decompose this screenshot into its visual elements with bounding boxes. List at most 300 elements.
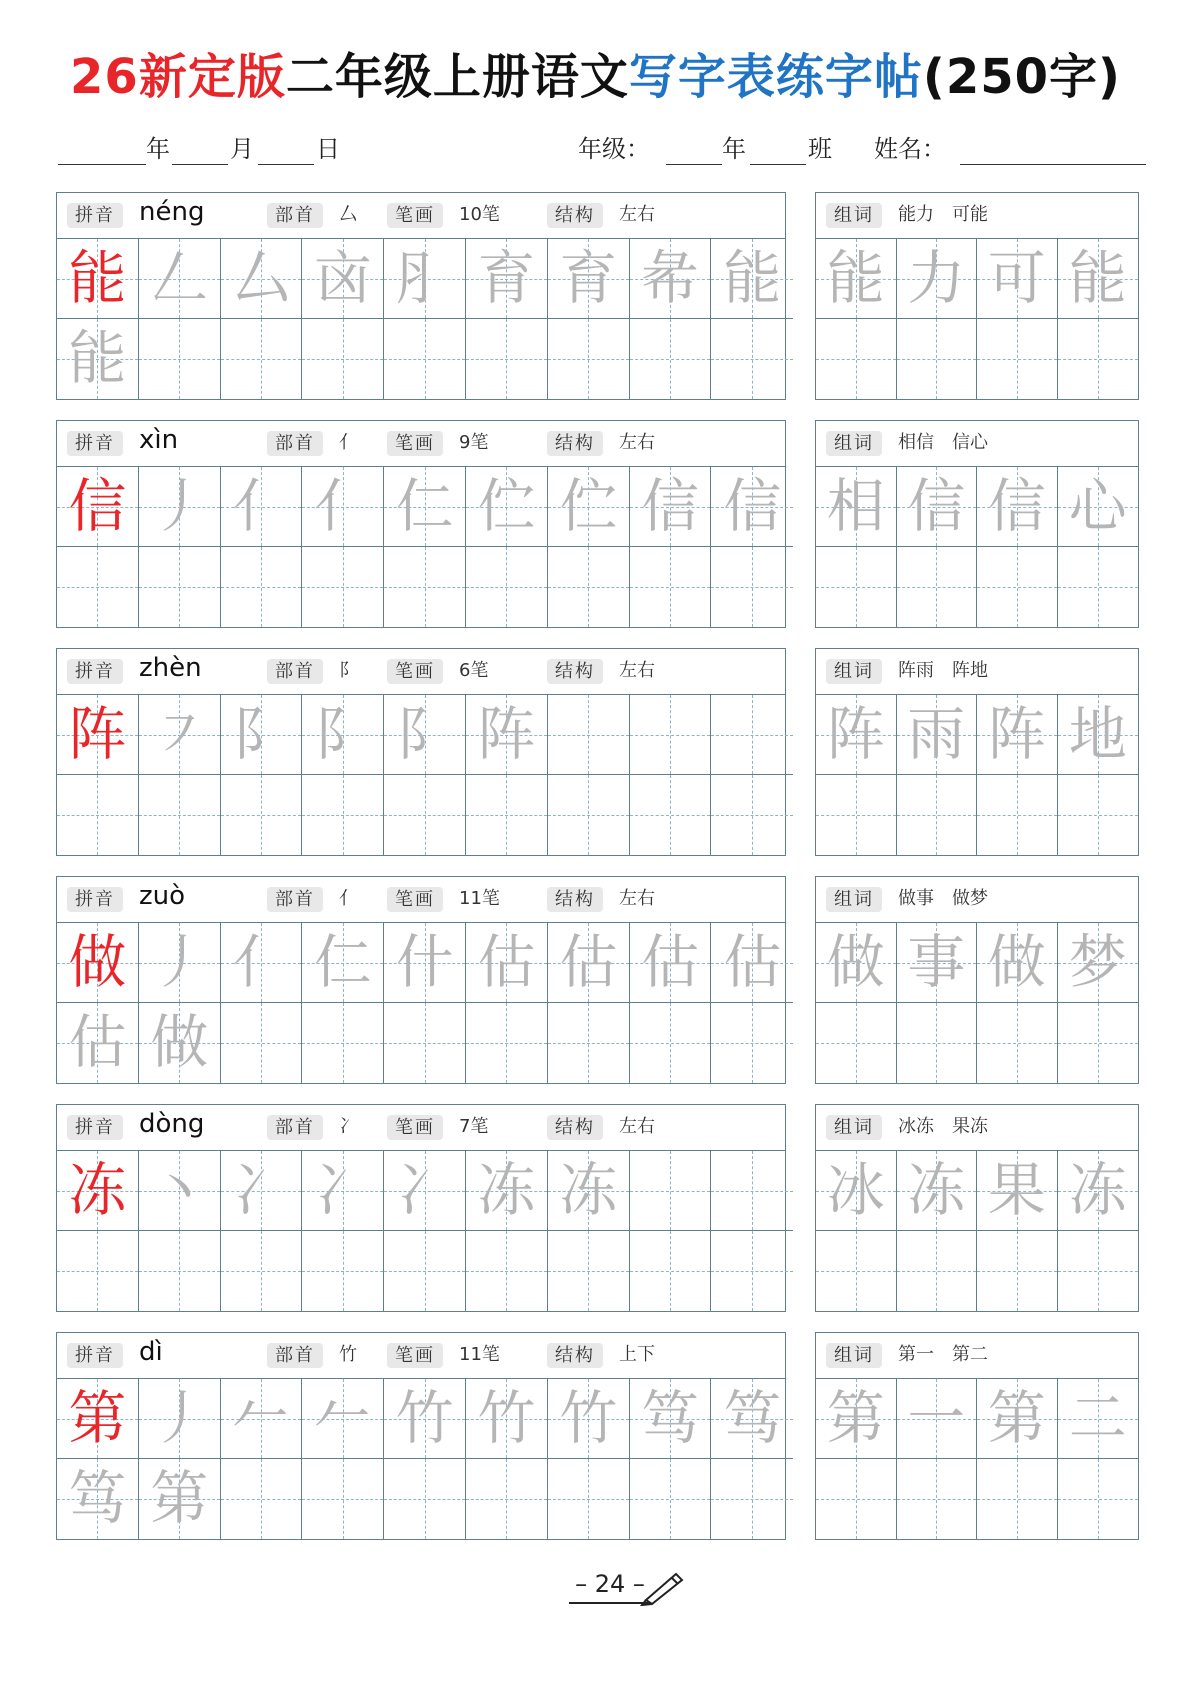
- practice-cell[interactable]: [384, 1379, 466, 1459]
- practice-cell[interactable]: [384, 775, 466, 855]
- pinyin-value: dì: [139, 1337, 163, 1367]
- practice-cell[interactable]: [466, 1151, 548, 1231]
- practice-cell[interactable]: [302, 319, 384, 399]
- practice-cell[interactable]: [57, 1003, 139, 1083]
- word-trace-char: 做: [987, 928, 1046, 996]
- practice-cell[interactable]: [384, 1459, 466, 1539]
- model-char: 信: [68, 472, 127, 540]
- grid-guide-v: [261, 1459, 262, 1539]
- stroke-step-char: 估: [559, 928, 618, 996]
- word-cell[interactable]: [977, 467, 1058, 547]
- structure-label: 结构: [547, 203, 603, 228]
- word-cell[interactable]: [816, 695, 897, 775]
- practice-cell[interactable]: [302, 467, 384, 547]
- pinyin-label: 拼音: [67, 431, 123, 456]
- stroke-step-char: 亻: [231, 928, 290, 996]
- strokes-label: 笔画: [387, 431, 443, 456]
- strokes-label: 笔画: [387, 1343, 443, 1368]
- word-cell[interactable]: [897, 775, 978, 855]
- words-header: [816, 877, 1138, 923]
- practice-grid: [57, 239, 785, 399]
- radical-label: 部首: [267, 1115, 323, 1140]
- word-cell[interactable]: [977, 1151, 1058, 1231]
- stroke-step-char: 厶: [231, 244, 290, 312]
- model-char: 能: [68, 244, 127, 312]
- practice-cell[interactable]: [711, 1151, 793, 1231]
- radical-label: 部首: [267, 659, 323, 684]
- practice-cell[interactable]: [302, 1231, 384, 1311]
- word-trace-char: 第: [826, 1384, 885, 1452]
- practice-cell[interactable]: [57, 467, 139, 547]
- practice-cell[interactable]: [630, 923, 712, 1003]
- word-cell[interactable]: [1058, 239, 1139, 319]
- practice-cell[interactable]: [139, 1151, 221, 1231]
- info-row: [0, 134, 1191, 168]
- stroke-step-char: ㇇: [150, 700, 209, 768]
- practice-cell[interactable]: [57, 1151, 139, 1231]
- structure-value: 左右: [619, 1116, 655, 1137]
- word-cell[interactable]: [977, 695, 1058, 775]
- practice-cell[interactable]: [711, 695, 793, 775]
- grid-guide-v: [752, 695, 753, 774]
- grade-year-blank[interactable]: [666, 164, 722, 165]
- practice-cell[interactable]: [302, 775, 384, 855]
- title-subject: 写字表练字帖: [628, 49, 923, 105]
- char-practice-block: [56, 1104, 786, 1312]
- practice-cell[interactable]: [384, 1231, 466, 1311]
- practice-cell[interactable]: [548, 695, 630, 775]
- radical-value: 竹: [339, 1344, 357, 1365]
- word-cell[interactable]: [1058, 1231, 1139, 1311]
- grid-guide-v: [425, 319, 426, 399]
- pinyin-value: zhèn: [139, 653, 202, 683]
- strokes-value: 7笔: [459, 1116, 489, 1137]
- year-label: 年: [146, 135, 170, 163]
- grade-class-label: 班: [808, 135, 832, 163]
- stroke-step-char: 笃: [68, 1464, 127, 1532]
- grid-guide-v: [936, 1459, 937, 1539]
- practice-cell[interactable]: [221, 923, 303, 1003]
- practice-cell[interactable]: [57, 239, 139, 319]
- grid-guide-v: [588, 1003, 589, 1083]
- grid-guide-v: [179, 775, 180, 855]
- practice-cell[interactable]: [221, 1379, 303, 1459]
- practice-cell[interactable]: [630, 547, 712, 627]
- structure-label: 结构: [547, 431, 603, 456]
- grid-guide-v: [1098, 319, 1099, 399]
- practice-cell[interactable]: [548, 239, 630, 319]
- practice-cell[interactable]: [221, 695, 303, 775]
- practice-header: [57, 1105, 785, 1151]
- practice-header: [57, 649, 785, 695]
- practice-cell[interactable]: [548, 547, 630, 627]
- practice-cell[interactable]: [384, 319, 466, 399]
- practice-cell[interactable]: [711, 923, 793, 1003]
- practice-cell[interactable]: [548, 1379, 630, 1459]
- practice-cell[interactable]: [57, 695, 139, 775]
- model-char: 阵: [68, 700, 127, 768]
- practice-cell[interactable]: [630, 1379, 712, 1459]
- practice-cell[interactable]: [139, 1459, 221, 1539]
- practice-cell[interactable]: [139, 1379, 221, 1459]
- word-trace-char: 果: [987, 1156, 1046, 1224]
- words-value: 冰冻 果冻: [898, 1116, 988, 1137]
- radical-label: 部首: [267, 887, 323, 912]
- grid-guide-v: [670, 1151, 671, 1230]
- practice-cell[interactable]: [221, 467, 303, 547]
- word-trace-char: 相: [826, 472, 885, 540]
- practice-cell[interactable]: [711, 1379, 793, 1459]
- grid-guide-v: [97, 547, 98, 627]
- practice-cell[interactable]: [630, 775, 712, 855]
- grid-guide-v: [1017, 775, 1018, 855]
- word-trace-char: 阵: [987, 700, 1046, 768]
- grid-guide-v: [856, 319, 857, 399]
- words-label: 组词: [826, 1343, 882, 1368]
- practice-cell[interactable]: [548, 1459, 630, 1539]
- practice-cell[interactable]: [221, 547, 303, 627]
- word-trace-char: 冻: [1068, 1156, 1127, 1224]
- word-cell[interactable]: [897, 1003, 978, 1083]
- practice-cell[interactable]: [548, 1151, 630, 1231]
- pen-icon: [640, 1570, 686, 1606]
- practice-cell[interactable]: [57, 1379, 139, 1459]
- word-cell[interactable]: [1058, 1151, 1139, 1231]
- practice-cell[interactable]: [139, 695, 221, 775]
- word-cell[interactable]: [816, 547, 897, 627]
- practice-cell[interactable]: [139, 319, 221, 399]
- practice-cell[interactable]: [139, 1231, 221, 1311]
- grid-guide-v: [588, 319, 589, 399]
- grid-guide-v: [936, 1231, 937, 1311]
- stroke-step-char: 阝: [231, 700, 290, 768]
- grid-guide-v: [752, 1003, 753, 1083]
- word-cell[interactable]: [897, 547, 978, 627]
- practice-cell[interactable]: [466, 239, 548, 319]
- word-practice-block: [815, 192, 1139, 400]
- practice-cell[interactable]: [548, 319, 630, 399]
- word-cell[interactable]: [1058, 775, 1139, 855]
- word-cell[interactable]: [897, 1459, 978, 1539]
- practice-cell[interactable]: [302, 1003, 384, 1083]
- word-cell[interactable]: [1058, 547, 1139, 627]
- practice-cell[interactable]: [466, 467, 548, 547]
- word-cell[interactable]: [816, 467, 897, 547]
- word-cell[interactable]: [816, 1151, 897, 1231]
- practice-cell[interactable]: [630, 1459, 712, 1539]
- practice-cell[interactable]: [221, 1459, 303, 1539]
- word-cell[interactable]: [816, 1459, 897, 1539]
- word-trace-char: 一: [907, 1384, 966, 1452]
- word-cell[interactable]: [897, 1151, 978, 1231]
- grid-guide-v: [425, 1459, 426, 1539]
- practice-cell[interactable]: [466, 319, 548, 399]
- radical-value: 厶: [339, 204, 357, 225]
- word-cell[interactable]: [816, 923, 897, 1003]
- practice-cell[interactable]: [57, 319, 139, 399]
- word-cell[interactable]: [897, 239, 978, 319]
- words-header: [816, 193, 1138, 239]
- stroke-step-char: 信: [723, 472, 782, 540]
- stroke-step-char: 㣇: [640, 244, 699, 312]
- practice-cell[interactable]: [548, 775, 630, 855]
- radical-label: 部首: [267, 431, 323, 456]
- word-practice-block: [815, 648, 1139, 856]
- grid-guide-v: [936, 1003, 937, 1083]
- strokes-value: 9笔: [459, 432, 489, 453]
- pinyin-value: xìn: [139, 425, 179, 455]
- radical-label: 部首: [267, 203, 323, 228]
- practice-cell[interactable]: [711, 1459, 793, 1539]
- practice-cell[interactable]: [57, 1459, 139, 1539]
- stroke-step-char: 仁: [313, 928, 372, 996]
- practice-cell[interactable]: [466, 1379, 548, 1459]
- practice-cell[interactable]: [302, 1151, 384, 1231]
- grid-guide-v: [588, 1231, 589, 1311]
- strokes-label: 笔画: [387, 659, 443, 684]
- grid-guide-v: [588, 695, 589, 774]
- grid-guide-v: [670, 1231, 671, 1311]
- stroke-step-char: 冻: [559, 1156, 618, 1224]
- grid-guide-v: [97, 1231, 98, 1311]
- title-count: (250字): [922, 49, 1121, 105]
- pinyin-label: 拼音: [67, 1115, 123, 1140]
- practice-cell[interactable]: [384, 1151, 466, 1231]
- practice-cell[interactable]: [139, 239, 221, 319]
- practice-cell[interactable]: [139, 775, 221, 855]
- grid-guide-v: [97, 775, 98, 855]
- word-cell[interactable]: [977, 319, 1058, 399]
- practice-cell[interactable]: [302, 1459, 384, 1539]
- practice-cell[interactable]: [466, 1003, 548, 1083]
- grid-guide-v: [343, 1459, 344, 1539]
- word-cell[interactable]: [977, 1379, 1058, 1459]
- practice-cell[interactable]: [384, 239, 466, 319]
- word-cell[interactable]: [816, 1379, 897, 1459]
- practice-grid: [57, 695, 785, 855]
- word-cell[interactable]: [1058, 467, 1139, 547]
- practice-cell[interactable]: [466, 547, 548, 627]
- stroke-step-char: 竹: [559, 1384, 618, 1452]
- grid-guide-v: [506, 319, 507, 399]
- practice-cell[interactable]: [711, 1003, 793, 1083]
- word-trace-char: 阵: [826, 700, 885, 768]
- practice-cell[interactable]: [384, 695, 466, 775]
- practice-cell[interactable]: [221, 1231, 303, 1311]
- grid-guide-v: [936, 547, 937, 627]
- strokes-label: 笔画: [387, 887, 443, 912]
- word-cell[interactable]: [977, 239, 1058, 319]
- grid-guide-v: [588, 547, 589, 627]
- words-grid: [816, 923, 1138, 1083]
- practice-cell[interactable]: [221, 1151, 303, 1231]
- practice-cell[interactable]: [711, 547, 793, 627]
- practice-cell[interactable]: [302, 239, 384, 319]
- words-value: 相信 信心: [898, 432, 988, 453]
- word-cell[interactable]: [897, 923, 978, 1003]
- word-cell[interactable]: [1058, 923, 1139, 1003]
- practice-cell[interactable]: [466, 775, 548, 855]
- structure-value: 左右: [619, 432, 655, 453]
- practice-cell[interactable]: [630, 319, 712, 399]
- radical-value: 阝: [339, 660, 357, 681]
- pinyin-label: 拼音: [67, 887, 123, 912]
- word-cell[interactable]: [1058, 1003, 1139, 1083]
- practice-cell[interactable]: [221, 1003, 303, 1083]
- title-edition: 26新定版: [70, 49, 286, 105]
- stroke-step-char: 冫: [313, 1156, 372, 1224]
- word-cell[interactable]: [816, 319, 897, 399]
- practice-cell[interactable]: [711, 467, 793, 547]
- grid-guide-v: [179, 547, 180, 627]
- radical-label: 部首: [267, 1343, 323, 1368]
- year-blank[interactable]: [58, 164, 146, 165]
- practice-cell[interactable]: [630, 695, 712, 775]
- practice-cell[interactable]: [57, 923, 139, 1003]
- practice-cell[interactable]: [384, 547, 466, 627]
- grid-guide-v: [752, 547, 753, 627]
- practice-cell[interactable]: [57, 1231, 139, 1311]
- practice-cell[interactable]: [466, 923, 548, 1003]
- stroke-step-char: 𠂉: [313, 1384, 372, 1452]
- practice-cell[interactable]: [221, 239, 303, 319]
- practice-cell[interactable]: [711, 1231, 793, 1311]
- stroke-step-char: 能: [68, 324, 127, 392]
- practice-cell[interactable]: [630, 1003, 712, 1083]
- grid-guide-v: [670, 319, 671, 399]
- grade-class-blank[interactable]: [750, 164, 806, 165]
- practice-cell[interactable]: [630, 467, 712, 547]
- word-cell[interactable]: [897, 695, 978, 775]
- word-trace-char: 能: [826, 244, 885, 312]
- practice-cell[interactable]: [711, 239, 793, 319]
- month-label: 月: [230, 135, 254, 163]
- practice-cell[interactable]: [221, 319, 303, 399]
- practice-cell[interactable]: [548, 1003, 630, 1083]
- practice-cell[interactable]: [384, 1003, 466, 1083]
- practice-cell[interactable]: [548, 923, 630, 1003]
- practice-cell[interactable]: [630, 1151, 712, 1231]
- grid-guide-v: [261, 1003, 262, 1083]
- pinyin-value: zuò: [139, 881, 186, 911]
- practice-cell[interactable]: [221, 775, 303, 855]
- word-cell[interactable]: [816, 1003, 897, 1083]
- word-cell[interactable]: [897, 1379, 978, 1459]
- practice-cell[interactable]: [57, 547, 139, 627]
- word-cell[interactable]: [977, 547, 1058, 627]
- practice-cell[interactable]: [466, 1231, 548, 1311]
- word-cell[interactable]: [1058, 319, 1139, 399]
- word-cell[interactable]: [977, 1003, 1058, 1083]
- grid-guide-v: [261, 319, 262, 399]
- word-cell[interactable]: [977, 1231, 1058, 1311]
- words-header: [816, 649, 1138, 695]
- strokes-label: 笔画: [387, 1115, 443, 1140]
- grid-guide-v: [670, 1459, 671, 1539]
- practice-cell[interactable]: [711, 319, 793, 399]
- practice-cell[interactable]: [630, 239, 712, 319]
- practice-header: [57, 193, 785, 239]
- word-cell[interactable]: [897, 467, 978, 547]
- radical-value: 冫: [339, 1116, 357, 1137]
- grid-guide-v: [588, 1459, 589, 1539]
- practice-cell[interactable]: [302, 695, 384, 775]
- structure-label: 结构: [547, 1115, 603, 1140]
- practice-cell[interactable]: [302, 1379, 384, 1459]
- practice-cell[interactable]: [57, 775, 139, 855]
- practice-cell[interactable]: [139, 1003, 221, 1083]
- grid-guide-v: [752, 319, 753, 399]
- grid-guide-v: [506, 1231, 507, 1311]
- word-trace-char: 信: [907, 472, 966, 540]
- word-cell[interactable]: [1058, 695, 1139, 775]
- stroke-step-char: 估: [723, 928, 782, 996]
- word-cell[interactable]: [816, 239, 897, 319]
- practice-cell[interactable]: [384, 923, 466, 1003]
- grid-guide-v: [1098, 547, 1099, 627]
- grid-guide-v: [179, 1231, 180, 1311]
- practice-cell[interactable]: [302, 547, 384, 627]
- word-trace-char: 地: [1068, 700, 1127, 768]
- words-value: 第一 第二: [898, 1344, 988, 1365]
- words-label: 组词: [826, 203, 882, 228]
- words-header: [816, 1333, 1138, 1379]
- word-cell[interactable]: [1058, 1459, 1139, 1539]
- word-cell[interactable]: [977, 775, 1058, 855]
- month-blank[interactable]: [172, 164, 228, 165]
- word-cell[interactable]: [977, 1459, 1058, 1539]
- grid-guide-v: [1017, 1231, 1018, 1311]
- word-trace-char: 第: [987, 1384, 1046, 1452]
- stroke-step-char: 仁: [395, 472, 454, 540]
- day-blank[interactable]: [258, 164, 314, 165]
- structure-value: 左右: [619, 888, 655, 909]
- grid-guide-v: [343, 1003, 344, 1083]
- practice-cell[interactable]: [139, 923, 221, 1003]
- practice-cell[interactable]: [466, 695, 548, 775]
- practice-cell[interactable]: [548, 467, 630, 547]
- words-header: [816, 1105, 1138, 1151]
- words-value: 阵雨 阵地: [898, 660, 988, 681]
- practice-cell[interactable]: [711, 775, 793, 855]
- grid-guide-v: [1017, 319, 1018, 399]
- pinyin-label: 拼音: [67, 659, 123, 684]
- stroke-step-char: 冫: [231, 1156, 290, 1224]
- practice-cell[interactable]: [548, 1231, 630, 1311]
- words-value: 能力 可能: [898, 204, 988, 225]
- word-trace-char: 力: [907, 244, 966, 312]
- practice-cell[interactable]: [630, 1231, 712, 1311]
- practice-cell[interactable]: [384, 467, 466, 547]
- word-trace-char: 二: [1068, 1384, 1127, 1452]
- word-cell[interactable]: [897, 319, 978, 399]
- word-cell[interactable]: [816, 775, 897, 855]
- word-trace-char: 能: [1068, 244, 1127, 312]
- word-cell[interactable]: [816, 1231, 897, 1311]
- word-cell[interactable]: [1058, 1379, 1139, 1459]
- practice-cell[interactable]: [302, 923, 384, 1003]
- grid-guide-v: [343, 547, 344, 627]
- practice-cell[interactable]: [466, 1459, 548, 1539]
- word-cell[interactable]: [977, 923, 1058, 1003]
- word-cell[interactable]: [897, 1231, 978, 1311]
- practice-cell[interactable]: [139, 547, 221, 627]
- stroke-step-char: 估: [640, 928, 699, 996]
- grid-guide-v: [1098, 775, 1099, 855]
- grid-guide-v: [1098, 1003, 1099, 1083]
- name-blank[interactable]: [960, 164, 1146, 165]
- practice-cell[interactable]: [139, 467, 221, 547]
